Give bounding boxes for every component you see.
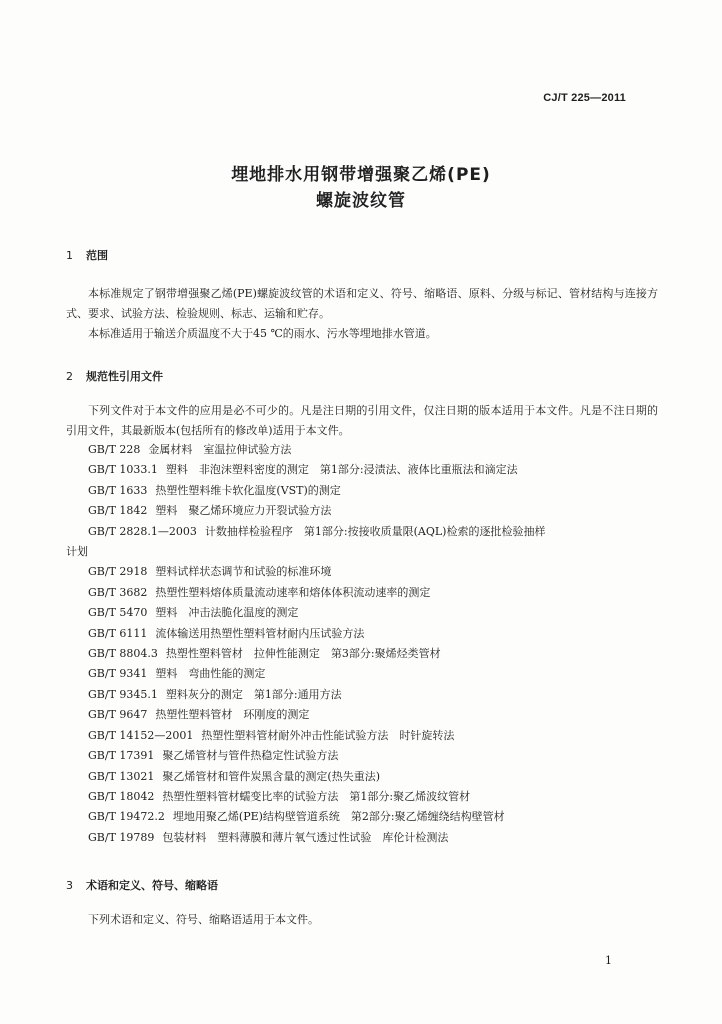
- reference-title: 流体输送用热塑性塑料管材耐内压试验方法: [155, 626, 365, 640]
- reference-code: GB/T 1842: [88, 504, 148, 518]
- page-number: 1: [605, 954, 612, 967]
- reference-title: 热塑性塑料管材蠕变比率的试验方法 第1部分:聚乙烯波纹管材: [162, 789, 471, 803]
- reference-title: 塑料 非泡沫塑料密度的测定 第1部分:浸渍法、液体比重瓶法和滴定法: [165, 463, 518, 477]
- reference-item: [66, 522, 658, 563]
- reference-item: [66, 746, 658, 766]
- reference-item: [66, 685, 658, 705]
- reference-title: 塑料 冲击法脆化温度的测定: [155, 606, 299, 620]
- reference-code: GB/T 2828.1—2003: [88, 524, 197, 538]
- reference-item: [66, 807, 658, 827]
- reference-item: [66, 705, 658, 725]
- reference-code: GB/T 6111: [88, 626, 148, 640]
- document-title-line-2: 螺旋波纹管: [316, 191, 406, 211]
- reference-title: 塑料 聚乙烯环境应力开裂试验方法: [155, 504, 332, 518]
- reference-code: GB/T 17391: [88, 749, 155, 763]
- reference-title-continuation: 计划: [66, 545, 88, 559]
- reference-title: 聚乙烯管材和管件炭黑含量的测定(热失重法): [162, 769, 380, 783]
- section-title: 术语和定义、符号、缩略语: [86, 879, 218, 892]
- reference-code: GB/T 228: [88, 443, 141, 456]
- reference-code: GB/T 3682: [88, 585, 148, 599]
- reference-item: [66, 583, 658, 603]
- section-number: 2: [66, 370, 73, 383]
- document-title-line-1: 埋地排水用钢带增强聚乙烯(PE): [231, 165, 491, 185]
- reference-item: [66, 787, 658, 807]
- section-title: 范围: [86, 249, 108, 262]
- section-1-paragraph-2: 本标准适用于输送介质温度不大于45 ℃的雨水、污水等埋地排水管道。: [88, 327, 437, 340]
- reference-title: 热塑性塑料管材 拉伸性能测定 第3部分:聚烯烃类管材: [165, 647, 441, 661]
- reference-code: GB/T 5470: [88, 606, 148, 620]
- reference-title: 热塑性塑料熔体质量流动速率和熔体体积流动速率的测定: [155, 585, 431, 599]
- section-1-paragraph-1: 本标准规定了钢带增强聚乙烯(PE)螺旋波纹管的术语和定义、符号、缩略语、原料、分级与标记、管材结构与连接方式、要求、试验方法、检验规则、标志、运输和贮存。: [66, 287, 658, 320]
- section-3-heading: [66, 877, 218, 893]
- reference-title: 金属材料 室温拉伸试验方法: [148, 443, 292, 456]
- reference-item: [66, 726, 658, 746]
- reference-code: GB/T 1633: [88, 483, 148, 497]
- section-1-heading: [66, 247, 108, 263]
- reference-code: GB/T 13021: [88, 769, 155, 783]
- reference-code: GB/T 2918: [88, 565, 148, 579]
- reference-title: 埋地用聚乙烯(PE)结构壁管道系统 第2部分:聚乙烯缠绕结构壁管材: [172, 810, 505, 824]
- reference-item: [66, 603, 658, 623]
- section-3-paragraph-1: 下列术语和定义、符号、缩略语适用于本文件。: [88, 913, 319, 926]
- reference-code: GB/T 8804.3: [88, 647, 158, 661]
- standard-code: CJ/T 225—2011: [543, 92, 626, 104]
- section-title: 规范性引用文件: [86, 370, 163, 383]
- reference-item: [66, 481, 658, 501]
- reference-item: [66, 644, 658, 664]
- reference-item: [66, 828, 658, 848]
- reference-title: 计数抽样检验程序 第1部分:按接收质量限(AQL)检索的逐批检验抽样: [204, 524, 546, 538]
- normative-references-list: [66, 440, 658, 848]
- reference-code: GB/T 19472.2: [88, 810, 165, 824]
- reference-title: 热塑性塑料维卡软化温度(VST)的测定: [155, 483, 341, 497]
- reference-item: [66, 460, 658, 480]
- reference-item: [66, 501, 658, 521]
- reference-title: 热塑性塑料管材耐外冲击性能试验方法 时针旋转法: [201, 728, 455, 742]
- reference-code: GB/T 19789: [88, 830, 155, 844]
- reference-code: GB/T 9341: [88, 667, 148, 681]
- reference-title: 聚乙烯管材与管件热稳定性试验方法: [162, 749, 339, 763]
- reference-code: GB/T 1033.1: [88, 463, 158, 477]
- reference-title: 塑料灰分的测定 第1部分:通用方法: [165, 687, 342, 701]
- reference-code: GB/T 18042: [88, 789, 155, 803]
- reference-item: [66, 664, 658, 684]
- reference-code: GB/T 9345.1: [88, 687, 158, 701]
- reference-code: GB/T 9647: [88, 708, 148, 722]
- reference-item: [66, 767, 658, 787]
- reference-title: 热塑性塑料管材 环刚度的测定: [155, 708, 310, 722]
- reference-item: [66, 440, 658, 460]
- section-2-paragraph-1: 下列文件对于本文件的应用是必不可少的。凡是注日期的引用文件，仅注日期的版本适用于本文件。凡是不注日期的引用文件，其最新版本(包括所有的修改单)适用于本文件。: [66, 404, 658, 437]
- reference-item: [66, 624, 658, 644]
- reference-title: 包装材料 塑料薄膜和薄片氧气透过性试验 库伦计检测法: [162, 830, 449, 844]
- section-number: 3: [66, 879, 73, 892]
- reference-title: 塑料试样状态调节和试验的标准环境: [155, 565, 332, 579]
- section-number: 1: [66, 249, 73, 262]
- reference-code: GB/T 14152—2001: [88, 728, 194, 742]
- section-2-heading: [66, 368, 163, 384]
- reference-title: 塑料 弯曲性能的测定: [155, 667, 266, 681]
- reference-item: [66, 562, 658, 582]
